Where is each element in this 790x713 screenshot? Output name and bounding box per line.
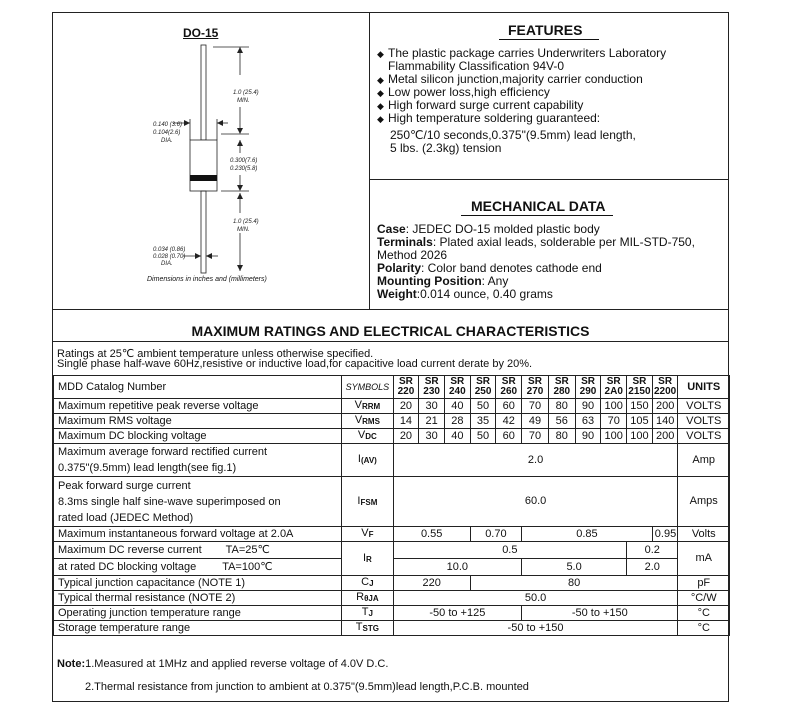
value-cell: 49 [522, 414, 549, 429]
row-description: Maximum DC blocking voltage [54, 429, 342, 444]
value-cell: 30 [419, 429, 445, 444]
feature-item-1: ◆ The plastic package carries Underwriters Laboratory [377, 46, 667, 60]
row-description: Maximum average forward rectified current 0.375"(9.5mm) lead length(see fig.1) [54, 444, 342, 477]
unit-cell: pF [678, 576, 730, 591]
table-row-tj [54, 606, 730, 621]
unit-cell: VOLTS [678, 429, 730, 444]
symbol-cj: $C_J$ [342, 576, 393, 591]
feature-item-3: ◆ Low power loss,high efficiency [377, 85, 550, 99]
bullet-icon: ◆ [377, 88, 384, 98]
ratings-table [53, 375, 730, 636]
value-cell: 60.0 [393, 477, 678, 527]
row-description: Maximum repetitive peak reverse voltage [54, 399, 342, 414]
row-description: Maximum DC reverse current TA=25℃ [54, 542, 342, 559]
table-row-tstg [54, 621, 730, 636]
value-cell: 40 [445, 429, 471, 444]
units-header: UNITS [678, 376, 730, 399]
feature-item-2: ◆ Metal silicon junction,majority carrier conduction [377, 72, 643, 86]
value-cell: 20 [393, 399, 419, 414]
solder-line-1: 250℃/10 seconds,0.375"(9.5mm) lead length, [390, 128, 636, 142]
features-title-underline [499, 39, 599, 40]
symbol-vdc: $V_{DC}$ [342, 429, 393, 444]
dim-bottom-lead: 1.0 (25.4) [233, 219, 259, 225]
value-cell: 70 [601, 414, 627, 429]
value-cell: 20 [393, 429, 419, 444]
value-cell: 90 [575, 399, 601, 414]
value-cell: 2.0 [627, 559, 678, 576]
device-header-sr270: SR 270 [522, 376, 549, 399]
package-outline-drawing [53, 43, 369, 275]
unit-cell: mA [678, 542, 730, 576]
unit-cell: VOLTS [678, 414, 730, 429]
value-cell: 2.0 [393, 444, 678, 477]
value-cell: 100 [601, 399, 627, 414]
row-description: Maximum instantaneous forward voltage at 2.0A [54, 527, 342, 542]
row-description: Typical thermal resistance (NOTE 2) [54, 591, 342, 606]
mech-case: Case: JEDEC DO-15 molded plastic body [377, 222, 600, 236]
value-cell: 35 [470, 414, 496, 429]
value-cell: -50 to +150 [393, 621, 678, 636]
panel-divider-ratings [53, 309, 728, 310]
symbol-ir: $I_R$ [342, 542, 393, 576]
mech-mounting: Mounting Position: Any [377, 274, 509, 288]
symbol-tstg: $T_{STG}$ [342, 621, 393, 636]
value-cell: 42 [496, 414, 522, 429]
value-cell: 200 [652, 429, 678, 444]
unit-cell: VOLTS [678, 399, 730, 414]
value-cell: 0.70 [470, 527, 521, 542]
value-cell: 50.0 [393, 591, 678, 606]
unit-cell: °C [678, 606, 730, 621]
dim-body-len-b: 0.230(5.8) [230, 166, 258, 172]
value-cell: 150 [627, 399, 653, 414]
ratings-condition-2: Single phase half-wave 60Hz,resistive or inductive load,for capacitive load current derate by 20%. [57, 358, 533, 370]
symbol-tj: $T_J$ [342, 606, 393, 621]
device-header-sr220: SR 220 [393, 376, 419, 399]
value-cell: 0.2 [627, 542, 678, 559]
value-cell: 40 [445, 399, 471, 414]
value-cell: 0.85 [522, 527, 653, 542]
dim-bottom-lead-min: MIN. [237, 227, 250, 233]
solder-line-2: 5 lbs. (2.3kg) tension [390, 141, 502, 155]
mechanical-title: MECHANICAL DATA [471, 198, 606, 214]
datasheet [52, 12, 729, 702]
device-header-sr290: SR 290 [575, 376, 601, 399]
value-cell: 63 [575, 414, 601, 429]
features-title: FEATURES [508, 22, 583, 38]
row-description: Storage temperature range [54, 621, 342, 636]
value-cell: -50 to +150 [522, 606, 678, 621]
value-cell: 56 [548, 414, 575, 429]
value-cell: 0.55 [393, 527, 470, 542]
value-cell: 200 [652, 399, 678, 414]
mech-polarity: Polarity: Color band denotes cathode end [377, 261, 602, 275]
value-cell: 140 [652, 414, 678, 429]
table-row-vrrm [54, 399, 730, 414]
unit-cell: °C/W [678, 591, 730, 606]
value-cell: 100 [627, 429, 653, 444]
row-description: Peak forward surge current 8.3ms single half sine-wave superimposed on rated load (JEDEC Method) [54, 477, 342, 527]
symbol-vrrm: $V_{RRM}$ [342, 399, 393, 414]
symbol-rja: $R_{\theta JA}$ [342, 591, 393, 606]
dimensions-note: Dimensions in inches and (millimeters) [147, 276, 267, 283]
cathode-band [190, 175, 217, 181]
device-header-sr260: SR 260 [496, 376, 522, 399]
value-cell: 10.0 [393, 559, 522, 576]
value-cell: 80 [470, 576, 678, 591]
note-1: Note:1.Measured at 1MHz and applied reverse voltage of 4.0V D.C. [57, 658, 389, 670]
value-cell: 105 [627, 414, 653, 429]
device-header-sr2a0: SR 2A0 [601, 376, 627, 399]
value-cell: 70 [522, 429, 549, 444]
row-description: Maximum RMS voltage [54, 414, 342, 429]
bullet-icon: ◆ [377, 114, 384, 124]
dim-top-lead: 1.0 (25.4) [233, 90, 259, 96]
value-cell: 80 [548, 399, 575, 414]
ratings-condition-1: Ratings at 25℃ ambient temperature unless otherwise specified. [57, 348, 374, 360]
dim-body-dia-a: 0.140 (3.6) [153, 122, 183, 128]
ratings-title: MAXIMUM RATINGS AND ELECTRICAL CHARACTERISTICS [191, 323, 590, 339]
catalog-number-header: MDD Catalog Number [54, 376, 342, 399]
unit-cell: °C [678, 621, 730, 636]
symbol-ifsm: $I_{FSM}$ [342, 477, 393, 527]
mechanical-title-underline [461, 215, 613, 216]
row-description: at rated DC blocking voltage TA=100℃ [54, 559, 342, 576]
symbol-vf: $V_F$ [342, 527, 393, 542]
device-header-sr2150: SR 2150 [628, 376, 651, 397]
ratings-title-rule [53, 341, 728, 342]
value-cell: 90 [575, 429, 601, 444]
device-header-sr240: SR 240 [445, 376, 471, 399]
device-header-sr230: SR 230 [419, 376, 445, 399]
bullet-icon: ◆ [377, 101, 384, 111]
mech-weight: Weight:0.014 ounce, 0.40 grams [377, 287, 553, 301]
table-row-ir-1 [54, 542, 730, 559]
device-header-sr2200: SR 2200 [654, 376, 677, 397]
value-cell: 5.0 [522, 559, 627, 576]
value-cell: 21 [419, 414, 445, 429]
unit-cell: Volts [678, 527, 730, 542]
dim-lead-dia-b: 0.028 (0.70) [153, 254, 186, 260]
table-row-rja [54, 591, 730, 606]
unit-cell: Amps [678, 477, 730, 527]
feature-item-5: ◆ High temperature soldering guaranteed: [377, 111, 601, 125]
dim-top-lead-min: MIN. [237, 98, 250, 104]
value-cell: -50 to +125 [393, 606, 522, 621]
table-row-ifsm [54, 477, 730, 527]
value-cell: 60 [496, 429, 522, 444]
value-cell: 50 [470, 399, 496, 414]
panel-divider-vertical [369, 13, 370, 309]
bottom-lead [201, 191, 206, 273]
value-cell: 60 [496, 399, 522, 414]
dim-lead-dia-a: 0.034 (0.86) [153, 247, 186, 253]
device-header-sr280: SR 280 [548, 376, 575, 399]
dim-body-dia-label: DIA. [161, 138, 173, 144]
package-title: DO-15 [183, 26, 219, 40]
table-row-vdc [54, 429, 730, 444]
row-description: Typical junction capacitance (NOTE 1) [54, 576, 342, 591]
symbol-iav: $I_{(AV)}$ [342, 444, 393, 477]
feature-item-4: ◆ High forward surge current capability [377, 98, 584, 112]
value-cell: 70 [522, 399, 549, 414]
bullet-icon: ◆ [377, 75, 384, 85]
mech-terminals-cont: Method 2026 [377, 248, 448, 262]
table-header-row [54, 376, 730, 399]
table-row-cj [54, 576, 730, 591]
dim-body-dia-b: 0.104(2.6) [153, 130, 181, 136]
value-cell: 28 [445, 414, 471, 429]
panel-divider-features-mech [369, 179, 728, 180]
diode-body [190, 140, 217, 191]
row-description: Operating junction temperature range [54, 606, 342, 621]
symbols-header: SYMBOLS [342, 376, 393, 399]
table-row-vf [54, 527, 730, 542]
bullet-icon: ◆ [377, 49, 384, 59]
feature-item-1-cont: Flammability Classification 94V-0 [388, 59, 565, 73]
dim-lead-dia-label: DIA. [161, 261, 173, 267]
value-cell: 30 [419, 399, 445, 414]
dim-body-len-a: 0.300(7.6) [230, 158, 258, 164]
value-cell: 50 [470, 429, 496, 444]
top-lead [201, 45, 206, 140]
value-cell: 220 [393, 576, 470, 591]
value-cell: 14 [393, 414, 419, 429]
unit-cell: Amp [678, 444, 730, 477]
symbol-vrms: $V_{RMS}$ [342, 414, 393, 429]
value-cell: 0.5 [393, 542, 626, 559]
table-row-vrms [54, 414, 730, 429]
mech-terminals: Terminals: Plated axial leads, solderable per MIL-STD-750, [377, 235, 695, 249]
value-cell: 100 [601, 429, 627, 444]
device-header-sr250: SR 250 [470, 376, 496, 399]
note-2: 2.Thermal resistance from junction to ambient at 0.375"(9.5mm)lead length,P.C.B. mounted [85, 681, 529, 693]
value-cell: 80 [548, 429, 575, 444]
table-row-iav [54, 444, 730, 477]
value-cell: 0.95 [652, 527, 678, 542]
